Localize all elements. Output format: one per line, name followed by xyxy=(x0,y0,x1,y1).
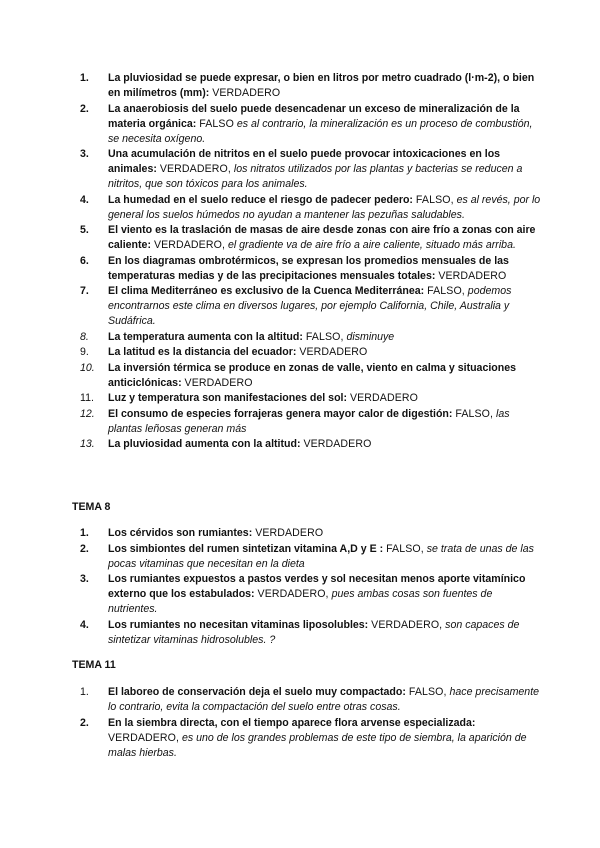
list-item xyxy=(0,685,600,715)
list-item xyxy=(0,147,600,192)
item-statement: Luz y temperatura son manifestaciones del sol: xyxy=(108,392,348,404)
item-answer: VERDADERO, xyxy=(159,163,231,175)
item-answer: VERDADERO xyxy=(255,527,324,539)
item-answer: FALSO, xyxy=(305,330,344,343)
item-number: 11. xyxy=(80,392,94,404)
list-item xyxy=(0,193,600,223)
item-explanation: es uno de los grandes problemas de este tipo de siembra, la aparición de malas hierbas. xyxy=(108,731,527,759)
item-explanation: el gradiente va de aire frío a aire caliente, situado más arriba. xyxy=(227,239,516,251)
item-answer: VERDADERO xyxy=(212,87,281,99)
item-answer: FALSO, xyxy=(427,285,465,297)
item-statement: El clima Mediterráneo es exclusivo de la Cuenca Mediterránea: xyxy=(108,285,425,297)
item-number: 2. xyxy=(80,102,89,115)
item-statement: La inversión térmica se produce en zonas de valle, viento en calma y situaciones anticiclónicas: xyxy=(108,361,517,389)
item-answer: VERDADERO xyxy=(438,269,507,282)
list-item xyxy=(0,716,600,761)
item-answer: VERDADERO xyxy=(299,346,368,358)
item-explanation: podemos encontrarnos este clima en diversos lugares, por ejemplo California, Chile, Australia y Sudáfrica. xyxy=(108,285,512,327)
item-statement: Los rumiantes expuestos a pastos verdes y sol necesitan menos aporte vitamínico externo que los estabulados: xyxy=(108,573,526,600)
item-statement: El viento es la traslación de masas de aire desde zonas con aire frío a zonas con aire caliente: xyxy=(108,224,536,251)
item-answer: VERDADERO xyxy=(303,438,372,450)
item-answer: FALSO, xyxy=(408,686,447,698)
item-answer: VERDADERO, xyxy=(371,618,443,631)
item-answer: VERDADERO xyxy=(184,376,253,389)
list-item xyxy=(0,254,600,284)
item-number: 7. xyxy=(80,285,89,297)
item-answer: FALSO, xyxy=(386,542,424,555)
item-statement: El laboreo de conservación deja el suelo muy compactado: xyxy=(108,686,406,698)
item-explanation: los nitratos utilizados por las plantas y bacterias se reducen a nitritos, que son tóxicos para los animales. xyxy=(108,163,523,190)
item-answer: VERDADERO xyxy=(349,392,418,404)
item-answer: VERDADERO, xyxy=(108,731,180,744)
question-list-tema-11 xyxy=(0,685,600,761)
list-item xyxy=(0,618,600,648)
list-item xyxy=(0,526,600,541)
item-explanation: es al contrario, la mineralización es un proceso de combustión, se necesita oxígeno. xyxy=(108,117,533,145)
question-list-1 xyxy=(0,71,600,453)
list-item xyxy=(0,391,600,406)
item-number: 2. xyxy=(80,542,89,555)
item-explanation: se trata de unas de las pocas vitaminas que necesitan en la dieta xyxy=(108,542,534,570)
item-statement: El consumo de especies forrajeras genera mayor calor de digestión: xyxy=(108,407,453,420)
item-number: 1. xyxy=(80,686,89,698)
item-explanation: disminuye xyxy=(346,330,395,343)
question-list-tema-8 xyxy=(0,526,600,648)
item-statement: La latitud es la distancia del ecuador: xyxy=(108,346,297,358)
list-item xyxy=(0,71,600,101)
item-number: 8. xyxy=(80,330,89,343)
item-statement: La pluviosidad aumenta con la altitud: xyxy=(108,438,301,450)
list-item xyxy=(0,407,600,437)
item-explanation: es al revés, por lo general los suelos húmedos no ayudan a mantener las pezuñas saludables. xyxy=(108,193,541,221)
item-number: 10. xyxy=(80,361,95,374)
list-item xyxy=(0,572,600,617)
item-answer: FALSO, xyxy=(455,407,494,420)
item-number: 9. xyxy=(80,346,89,358)
item-number: 4. xyxy=(80,193,89,206)
item-number: 4. xyxy=(80,618,89,631)
item-explanation: son capaces de sintetizar vitaminas hidrosolubles. ? xyxy=(108,618,520,646)
item-number: 3. xyxy=(80,148,89,160)
item-number: 6. xyxy=(80,254,89,267)
item-answer: FALSO, xyxy=(415,193,454,206)
list-item xyxy=(0,223,600,253)
item-explanation: pues ambas cosas son fuentes de nutrientes. xyxy=(108,588,493,615)
item-statement: La anaerobiosis del suelo puede desencadenar un exceso de mineralización de la materia orgánica: xyxy=(108,102,520,130)
list-item xyxy=(0,437,600,452)
item-number: 12. xyxy=(80,407,95,420)
item-statement: La temperatura aumenta con la altitud: xyxy=(108,330,303,343)
item-statement: Los rumiantes no necesitan vitaminas liposolubles: xyxy=(108,618,369,631)
item-statement: Los cérvidos son rumiantes: xyxy=(108,527,253,539)
item-answer: VERDADERO, xyxy=(257,588,329,600)
item-number: 3. xyxy=(80,573,89,585)
list-item xyxy=(0,284,600,329)
item-statement: Una acumulación de nitritos en el suelo puede provocar intoxicaciones en los animales: xyxy=(108,148,501,175)
item-statement: En la siembra directa, con el tiempo aparece flora arvense especializada: xyxy=(108,716,476,729)
item-statement: Los simbiontes del rumen sintetizan vitamina A,D y E : xyxy=(108,542,384,555)
item-number: 1. xyxy=(80,72,89,84)
item-number: 1. xyxy=(80,527,89,539)
item-statement: En los diagramas ombrotérmicos, se expresan los promedios mensuales de las temperaturas medias y de las precipitaciones mensuales totales: xyxy=(108,254,509,282)
list-item xyxy=(0,542,600,572)
item-statement: La humedad en el suelo reduce el riesgo de padecer pedero: xyxy=(108,193,413,206)
list-item xyxy=(0,330,600,345)
list-item xyxy=(0,345,600,360)
section-heading-tema-8: TEMA 8 xyxy=(72,501,111,513)
item-statement: La pluviosidad se puede expresar, o bien en litros por metro cuadrado (l·m-2), o bien en milímetros (mm): xyxy=(108,72,535,99)
item-explanation: las plantas leñosas generan más xyxy=(108,407,510,435)
item-number: 2. xyxy=(80,716,89,729)
item-number: 13. xyxy=(80,438,95,450)
item-explanation: hace precisamente lo contrario, evita la compactación del suelo entre otras cosas. xyxy=(108,686,540,713)
section-heading-tema-11: TEMA 11 xyxy=(72,659,116,671)
item-answer: VERDADERO, xyxy=(153,239,225,251)
list-item xyxy=(0,102,600,147)
item-number: 5. xyxy=(80,224,89,236)
list-item xyxy=(0,361,600,391)
item-answer: FALSO xyxy=(199,117,234,130)
